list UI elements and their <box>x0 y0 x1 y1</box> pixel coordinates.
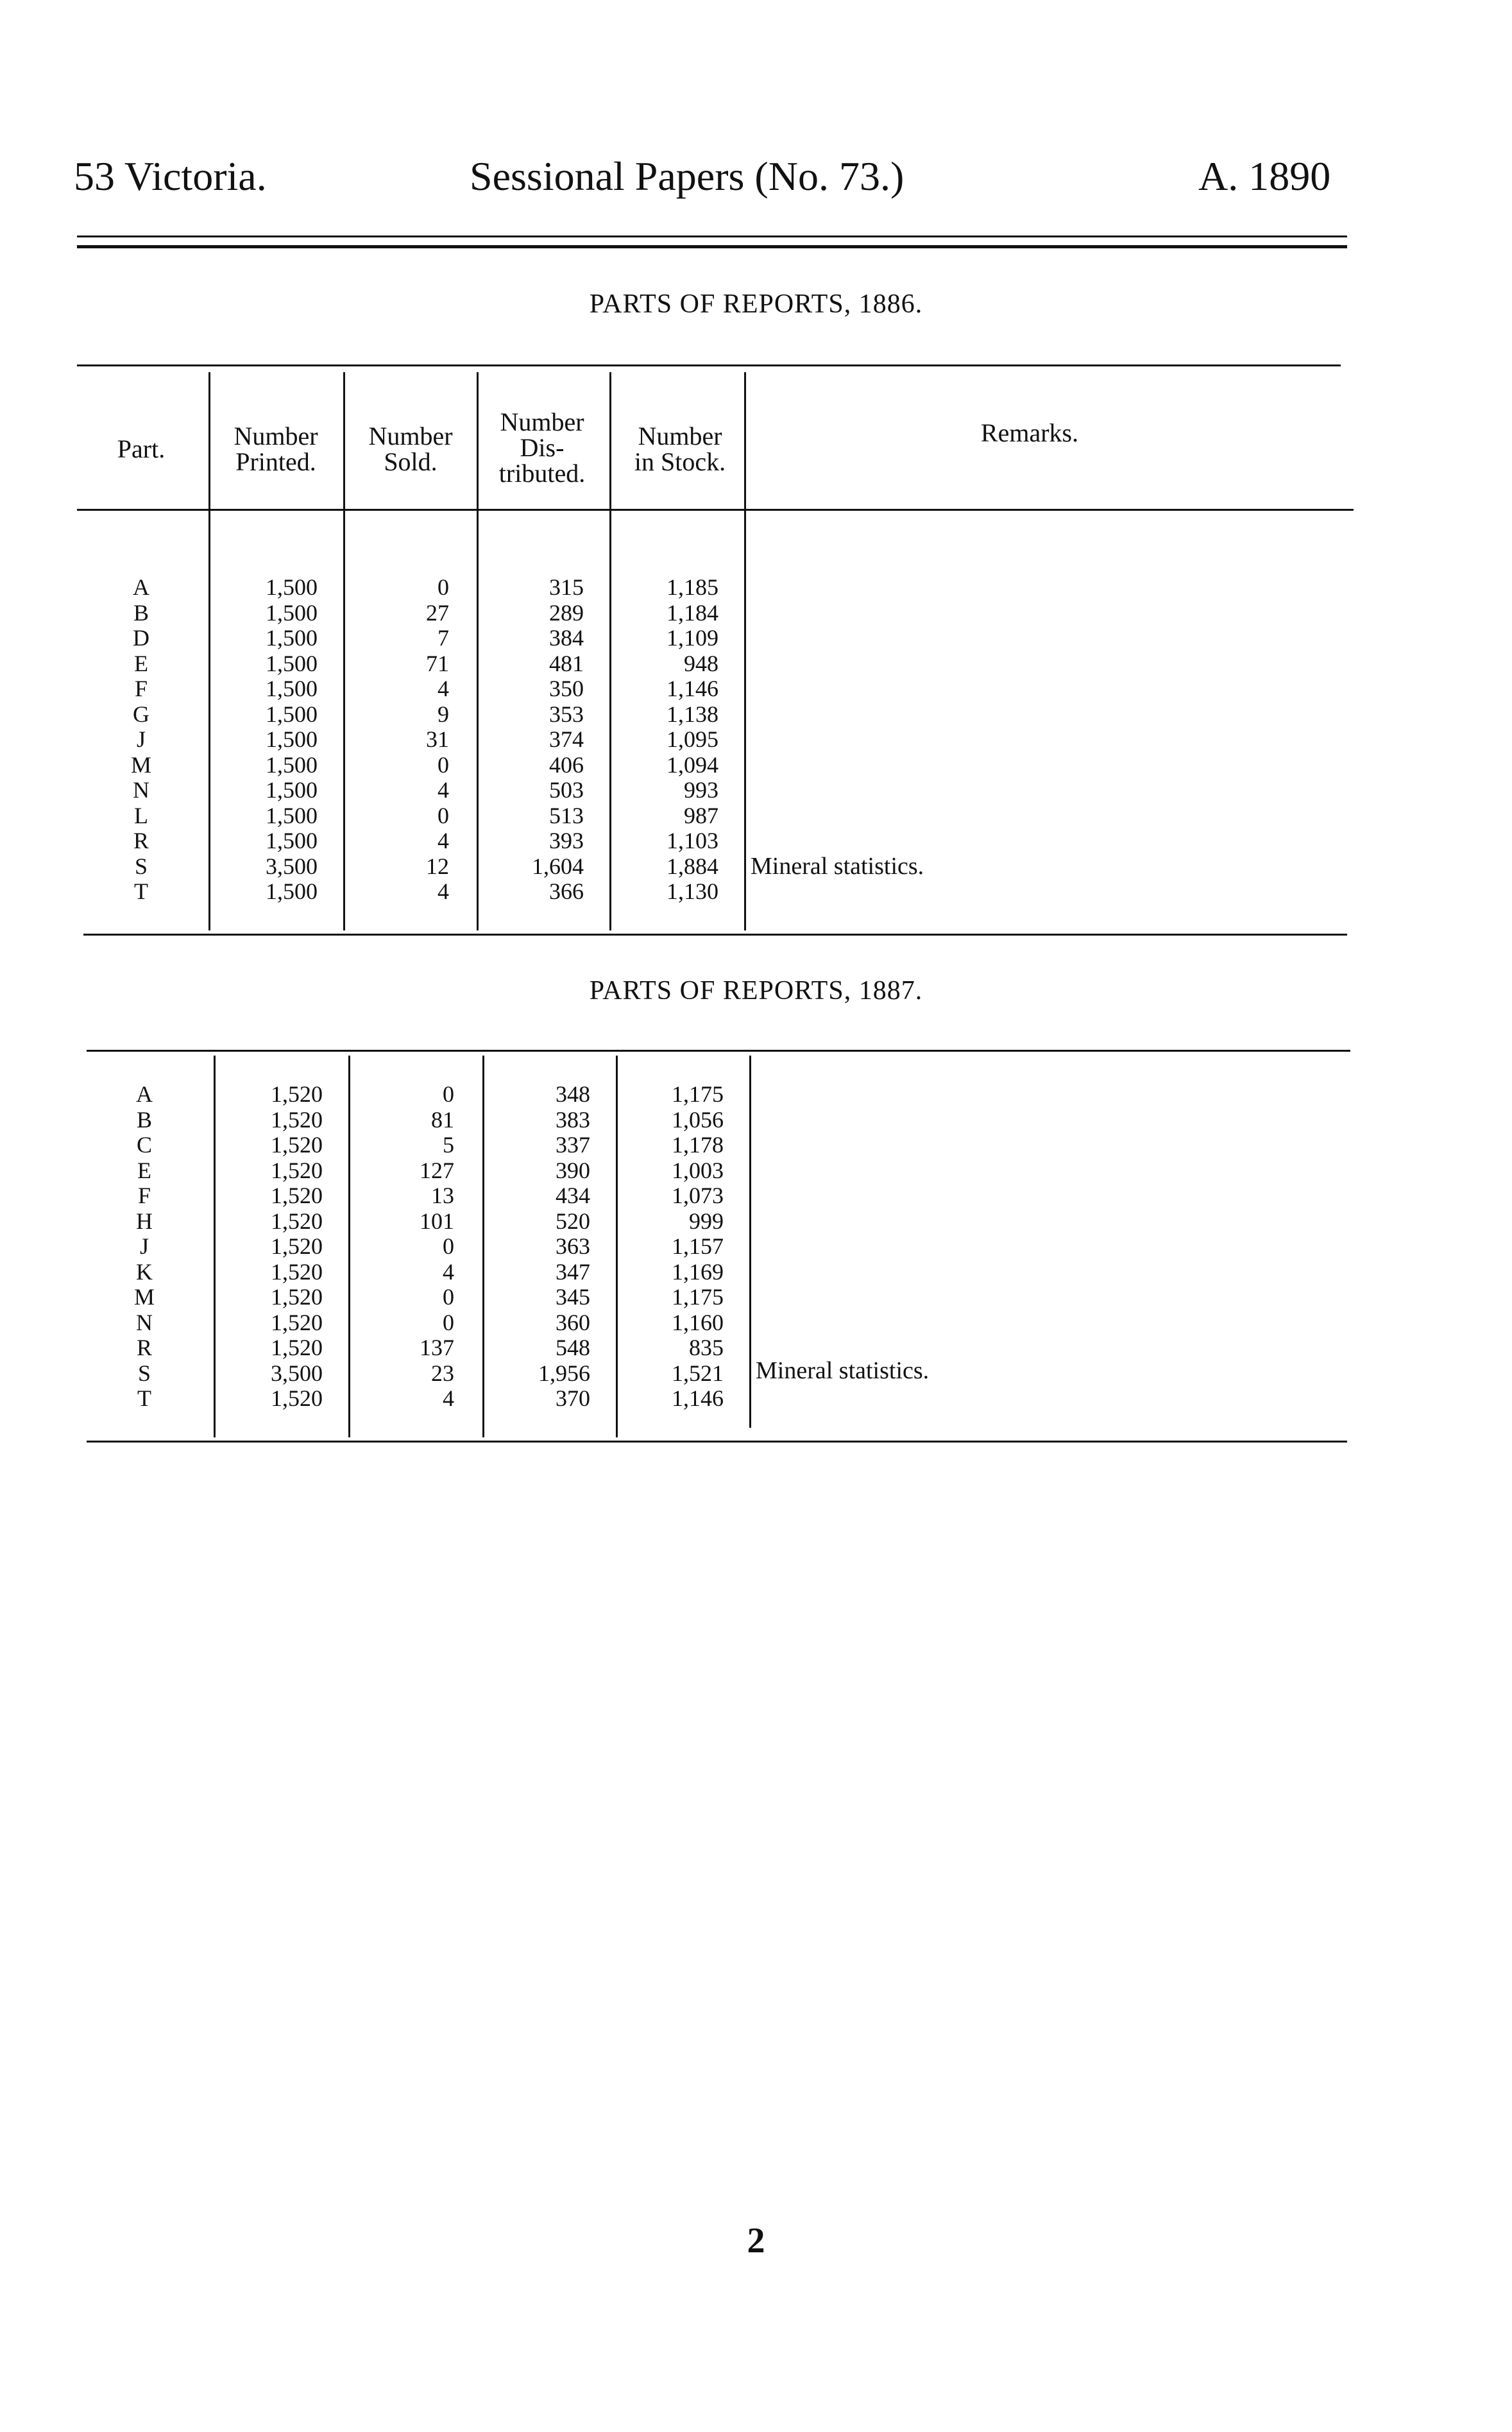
col-head-stock: Number in Stock. <box>634 422 726 476</box>
vrule <box>343 372 345 930</box>
table-bottom-rule-1887 <box>87 1441 1347 1443</box>
col-head-part: Part. <box>117 434 166 463</box>
parts-column-1887: A B C E F H J K M N R S T <box>133 1081 155 1411</box>
page-number: 2 <box>747 2221 765 2261</box>
col-head-remarks: Remarks. <box>980 418 1079 447</box>
parts-column-1886: A B D E F G J M N L R S T <box>130 574 151 904</box>
remark-1887: Mineral statistics. <box>756 1357 930 1384</box>
col-head-printed: Number Printed. <box>234 422 318 476</box>
distributed-column-1886: 315 289 384 481 350 353 374 406 503 513 393 1,604 366 <box>532 574 584 904</box>
vrule <box>482 1056 484 1437</box>
vrule <box>477 372 479 930</box>
header-right: A. 1890 <box>1198 153 1331 199</box>
section-title-1887: PARTS OF REPORTS, 1887. <box>589 976 923 1006</box>
table-header-rule-1886 <box>77 509 1354 511</box>
sold-column-1887: 0 81 5 127 13 101 0 4 0 0 137 23 4 <box>420 1081 454 1411</box>
col-head-distributed: Number Dis- tributed. <box>498 407 586 488</box>
vrule <box>744 372 746 930</box>
section-title-1886: PARTS OF REPORTS, 1886. <box>589 289 923 319</box>
vrule <box>214 1056 216 1437</box>
header-left: 53 Victoria. <box>74 153 267 199</box>
stock-column-1887: 1,175 1,056 1,178 1,003 1,073 999 1,157 1,169 1,175 1,160 835 1,521 1,146 <box>672 1081 724 1411</box>
distributed-column-1887: 348 383 337 390 434 520 363 347 345 360 548 1,956 370 <box>538 1081 590 1411</box>
table-bottom-rule-1886 <box>83 934 1347 936</box>
vrule <box>208 372 210 930</box>
sold-column-1886: 0 27 7 71 4 9 31 0 4 0 4 12 4 <box>426 574 449 904</box>
vrule <box>749 1056 751 1428</box>
table-top-rule-1887 <box>87 1050 1350 1052</box>
stock-column-1886: 1,185 1,184 1,109 948 1,146 1,138 1,095 1,094 993 987 1,103 1,884 1,130 <box>667 574 718 904</box>
col-head-sold: Number Sold. <box>368 422 453 476</box>
printed-column-1887: 1,520 1,520 1,520 1,520 1,520 1,520 1,520 1,520 1,520 1,520 1,520 3,500 1,520 <box>271 1081 323 1411</box>
table-top-rule-1886 <box>77 364 1341 366</box>
header-rule-bottom <box>77 245 1347 248</box>
vrule <box>616 1056 618 1437</box>
header-rule-top <box>77 235 1347 237</box>
remark-1886: Mineral statistics. <box>751 853 924 880</box>
vrule <box>609 372 611 930</box>
header-center: Sessional Papers (No. 73.) <box>470 153 905 199</box>
vrule <box>348 1056 350 1437</box>
printed-column-1886: 1,500 1,500 1,500 1,500 1,500 1,500 1,500 1,500 1,500 1,500 1,500 3,500 1,500 <box>266 574 318 904</box>
